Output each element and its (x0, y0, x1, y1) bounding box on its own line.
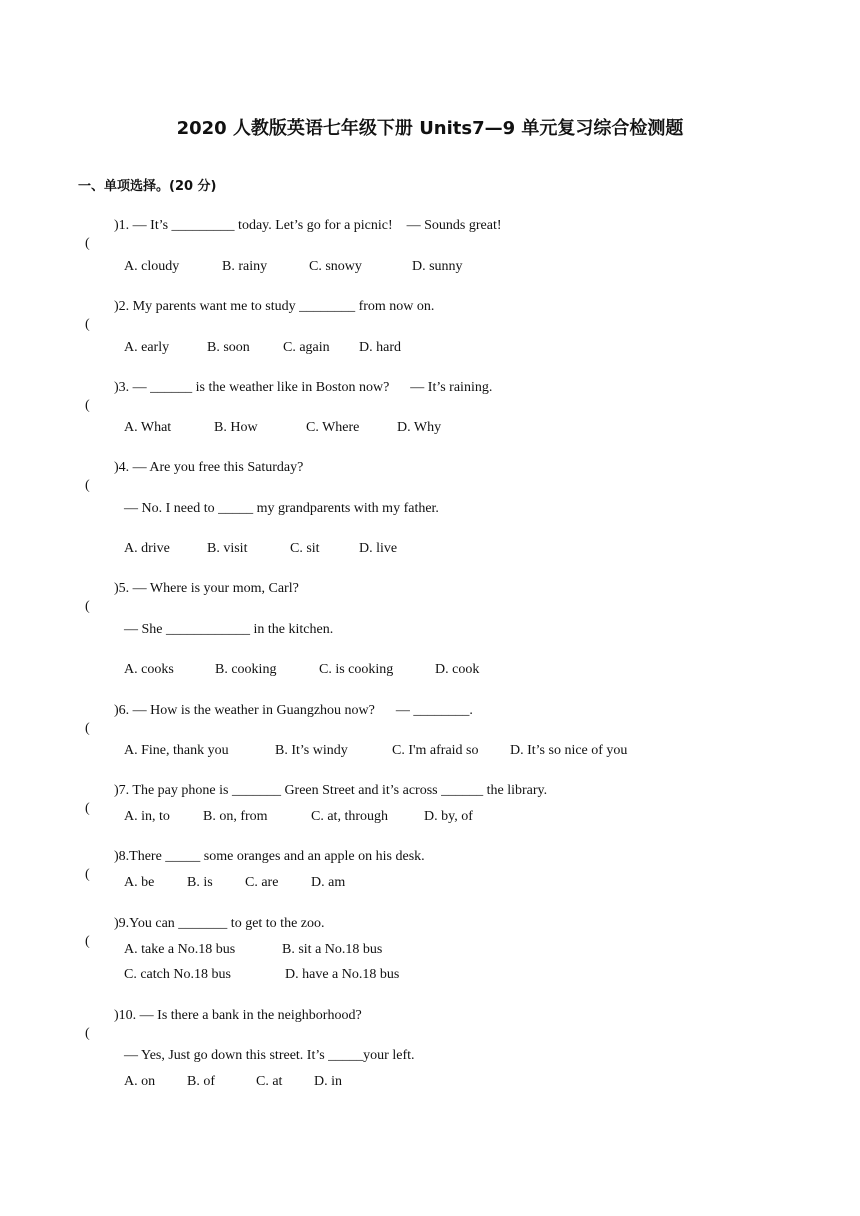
page-title: 2020 人教版英语七年级下册 Units7—9 单元复习综合检测题 (176, 118, 684, 139)
option-a: A. drive (124, 541, 170, 556)
answer-paren: ( (85, 1026, 90, 1041)
question-text: )9.You can _______ to get to the zoo. (114, 916, 325, 931)
option-d: D. in (314, 1074, 342, 1089)
option-c: C. Where (306, 420, 360, 435)
answer-paren: ( (85, 867, 90, 882)
question-reply: — She ____________ in the kitchen. (124, 622, 334, 637)
option-c: C. at (256, 1074, 283, 1089)
question-text: )2. My parents want me to study ________ from now on. (114, 299, 435, 314)
option-c: C. I'm afraid so (392, 743, 479, 758)
option-d: D. It’s so nice of you (510, 743, 628, 758)
option-d: D. am (311, 875, 346, 890)
question-text: )1. — It’s _________ today. Let’s go for a picnic! — Sounds great! (114, 218, 502, 233)
question-text: )4. — Are you free this Saturday? (114, 460, 304, 475)
options-row (124, 1073, 342, 1163)
section-heading: 一、单项选择。(20 分) (78, 179, 217, 194)
option-b: B. soon (207, 340, 250, 355)
option-b: B. on, from (203, 809, 268, 824)
option-a: A. cloudy (124, 259, 180, 274)
question-4 (78, 459, 304, 513)
option-d: D. have a No.18 bus (285, 967, 400, 982)
option-b: B. visit (207, 541, 248, 556)
answer-paren: ( (85, 398, 90, 413)
option-c: C. sit (290, 541, 320, 556)
answer-paren: ( (85, 934, 90, 949)
answer-paren: ( (85, 721, 90, 736)
question-text: )5. — Where is your mom, Carl? (114, 581, 299, 596)
option-d: D. cook (435, 662, 480, 677)
question-text: )6. — How is the weather in Guangzhou now? — ________. (114, 703, 473, 718)
option-d: D. sunny (412, 259, 463, 274)
answer-paren: ( (85, 236, 90, 251)
option-c: C. snowy (309, 259, 362, 274)
option-a: A. cooks (124, 662, 174, 677)
option-a: A. early (124, 340, 170, 355)
option-b: B. of (187, 1074, 215, 1089)
option-d: D. Why (397, 420, 442, 435)
option-b: B. How (214, 420, 258, 435)
answer-paren: ( (85, 801, 90, 816)
question-text: )10. — Is there a bank in the neighborhood? (114, 1008, 362, 1023)
option-b: B. sit a No.18 bus (282, 942, 383, 957)
question-reply: — Yes, Just go down this street. It’s _____your left. (124, 1048, 415, 1063)
question-text: )7. The pay phone is _______ Green Street and it’s across ______ the library. (114, 783, 548, 798)
option-c: C. catch No.18 bus (124, 967, 231, 982)
question-text: )8.There _____ some oranges and an apple on his desk. (114, 849, 425, 864)
answer-paren: ( (85, 599, 90, 614)
option-a: A. take a No.18 bus (124, 942, 236, 957)
option-b: B. rainy (222, 259, 268, 274)
option-b: B. cooking (215, 662, 277, 677)
question-reply: — No. I need to _____ my grandparents with my father. (124, 501, 439, 516)
option-a: A. on (124, 1074, 156, 1089)
option-a: A. What (124, 420, 172, 435)
option-c: C. is cooking (319, 662, 394, 677)
question-text: )3. — ______ is the weather like in Boston now? — It’s raining. (114, 380, 493, 395)
option-b: B. It’s windy (275, 743, 348, 758)
answer-paren: ( (85, 478, 90, 493)
option-d: D. hard (359, 340, 401, 355)
option-a: A. be (124, 875, 155, 890)
option-d: D. live (359, 541, 398, 556)
option-c: C. again (283, 340, 330, 355)
option-b: B. is (187, 875, 213, 890)
option-d: D. by, of (424, 809, 473, 824)
option-c: C. at, through (311, 809, 388, 824)
option-c: C. are (245, 875, 279, 890)
option-a: A. in, to (124, 809, 170, 824)
option-a: A. Fine, thank you (124, 743, 229, 758)
answer-paren: ( (85, 317, 90, 332)
